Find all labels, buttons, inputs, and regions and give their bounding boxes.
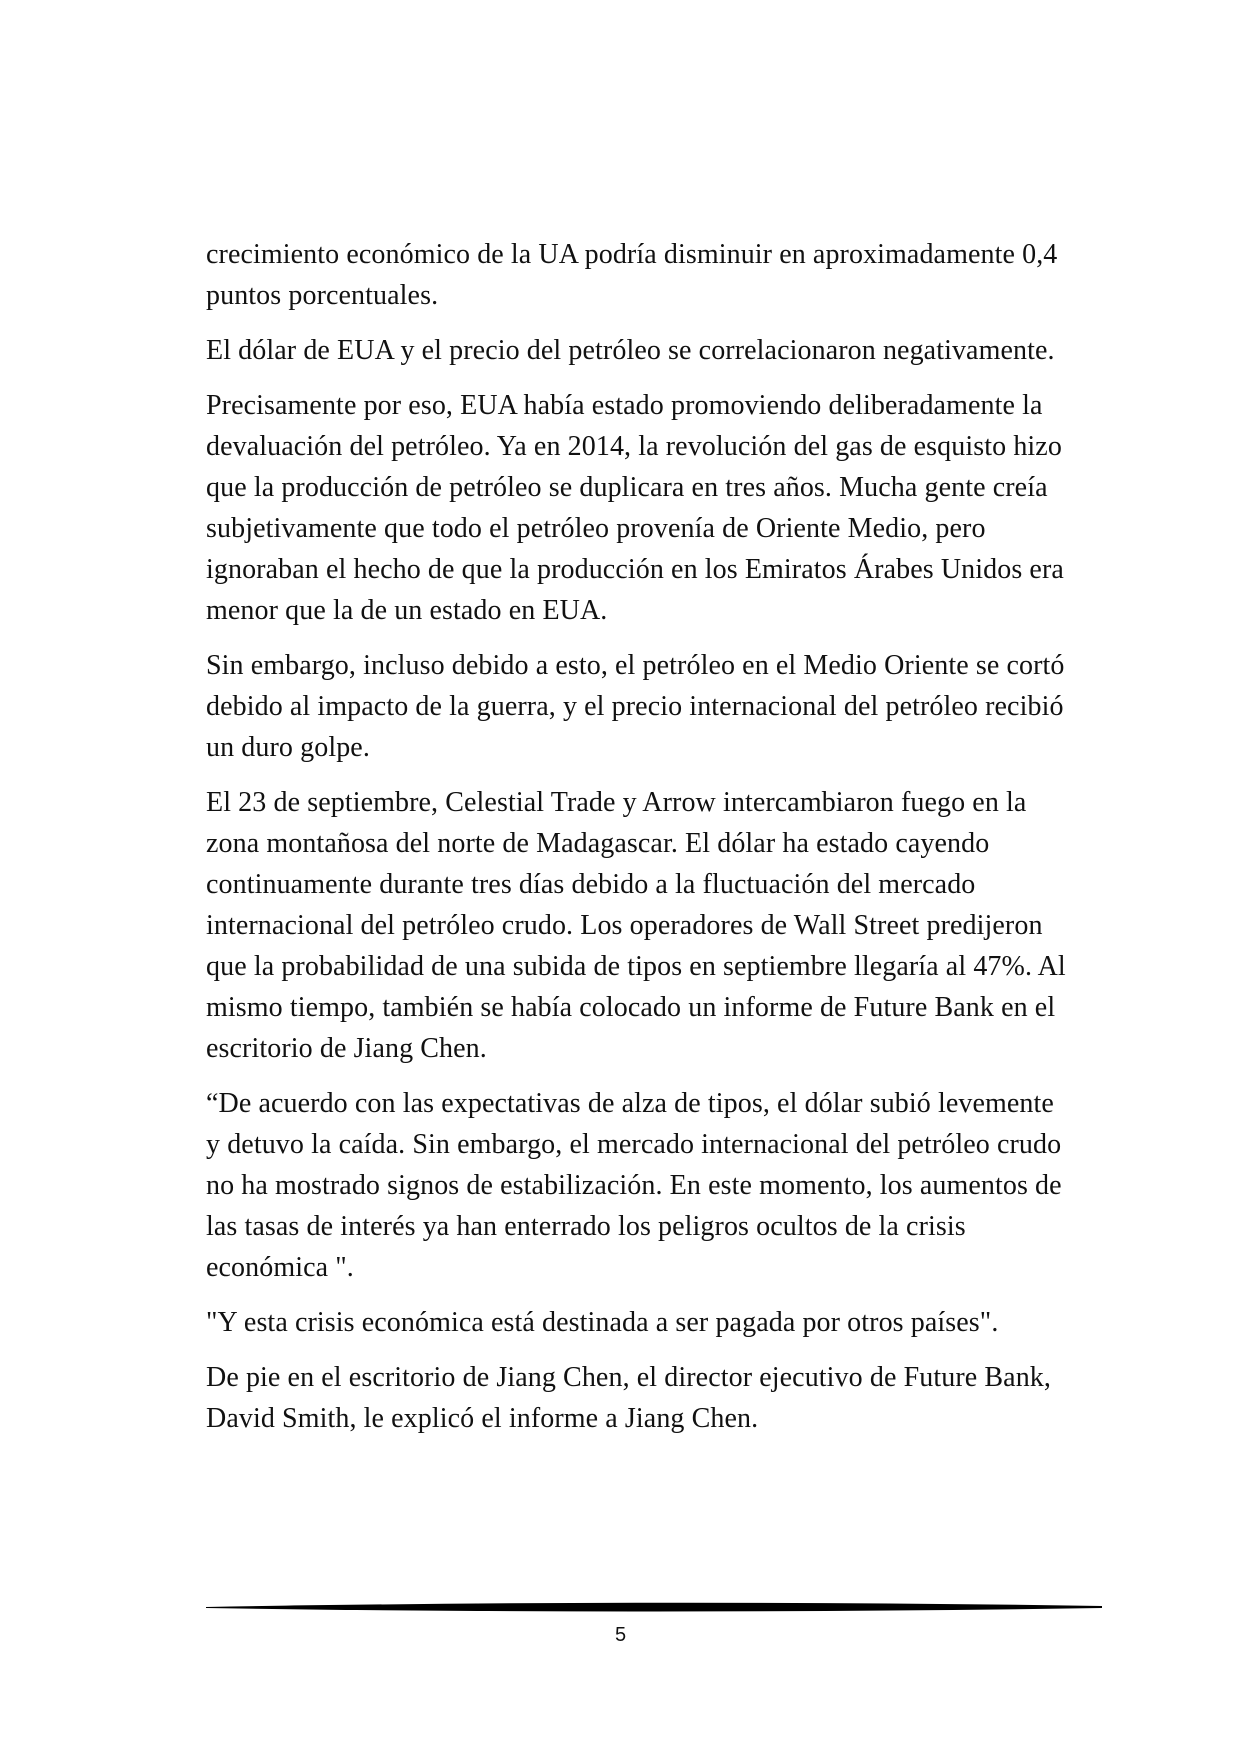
- paragraph: El dólar de EUA y el precio del petróleo se correlacionaron negativamente.: [206, 335, 1055, 366]
- paragraph: Sin embargo, incluso debido a esto, el petróleo en el Medio Oriente se cortó debido al impacto de la guerra, y el precio internacional del petróleo recibió un duro golpe.: [206, 650, 1065, 763]
- body-text: [206, 234, 1066, 1453]
- page-number: 5: [614, 1624, 627, 1646]
- paragraph: Precisamente por eso, EUA había estado promoviendo deliberadamente la devaluación del petróleo. Ya en 2014, la revolución del gas de esquisto hizo que la producción de petróleo se duplicara en tres años. Mucha gente creía subjetivamente que todo el petróleo provenía de Oriente Medio, pero ignoraban el hecho de que la producción en los Emiratos Árabes Unidos era menor que la de un estado en EUA.: [206, 390, 1064, 626]
- footer-divider: [206, 1600, 1102, 1614]
- paragraph: De pie en el escritorio de Jiang Chen, el director ejecutivo de Future Bank, David Smith, le explicó el informe a Jiang Chen.: [206, 1362, 1051, 1434]
- paragraph: crecimiento económico de la UA podría disminuir en aproximadamente 0,4 puntos porcentuales.: [206, 239, 1058, 311]
- paragraph: “De acuerdo con las expectativas de alza de tipos, el dólar subió levemente y detuvo la caída. Sin embargo, el mercado internacional del petróleo crudo no ha mostrado signos de estabilización. En este momento, los aumentos de las tasas de interés ya han enterrado los peligros ocultos de la crisis económica ".: [206, 1088, 1062, 1283]
- paragraph: El 23 de septiembre, Celestial Trade y Arrow intercambiaron fuego en la zona montañosa del norte de Madagascar. El dólar ha estado cayendo continuamente durante tres días debido a la fluctuación del mercado internacional del petróleo crudo. Los operadores de Wall Street predijeron que la probabilidad de una subida de tipos en septiembre llegaría al 47%. Al mismo tiempo, también se había colocado un informe de Future Bank en el escritorio de Jiang Chen.: [206, 787, 1066, 1064]
- paragraph: "Y esta crisis económica está destinada a ser pagada por otros países".: [206, 1307, 999, 1338]
